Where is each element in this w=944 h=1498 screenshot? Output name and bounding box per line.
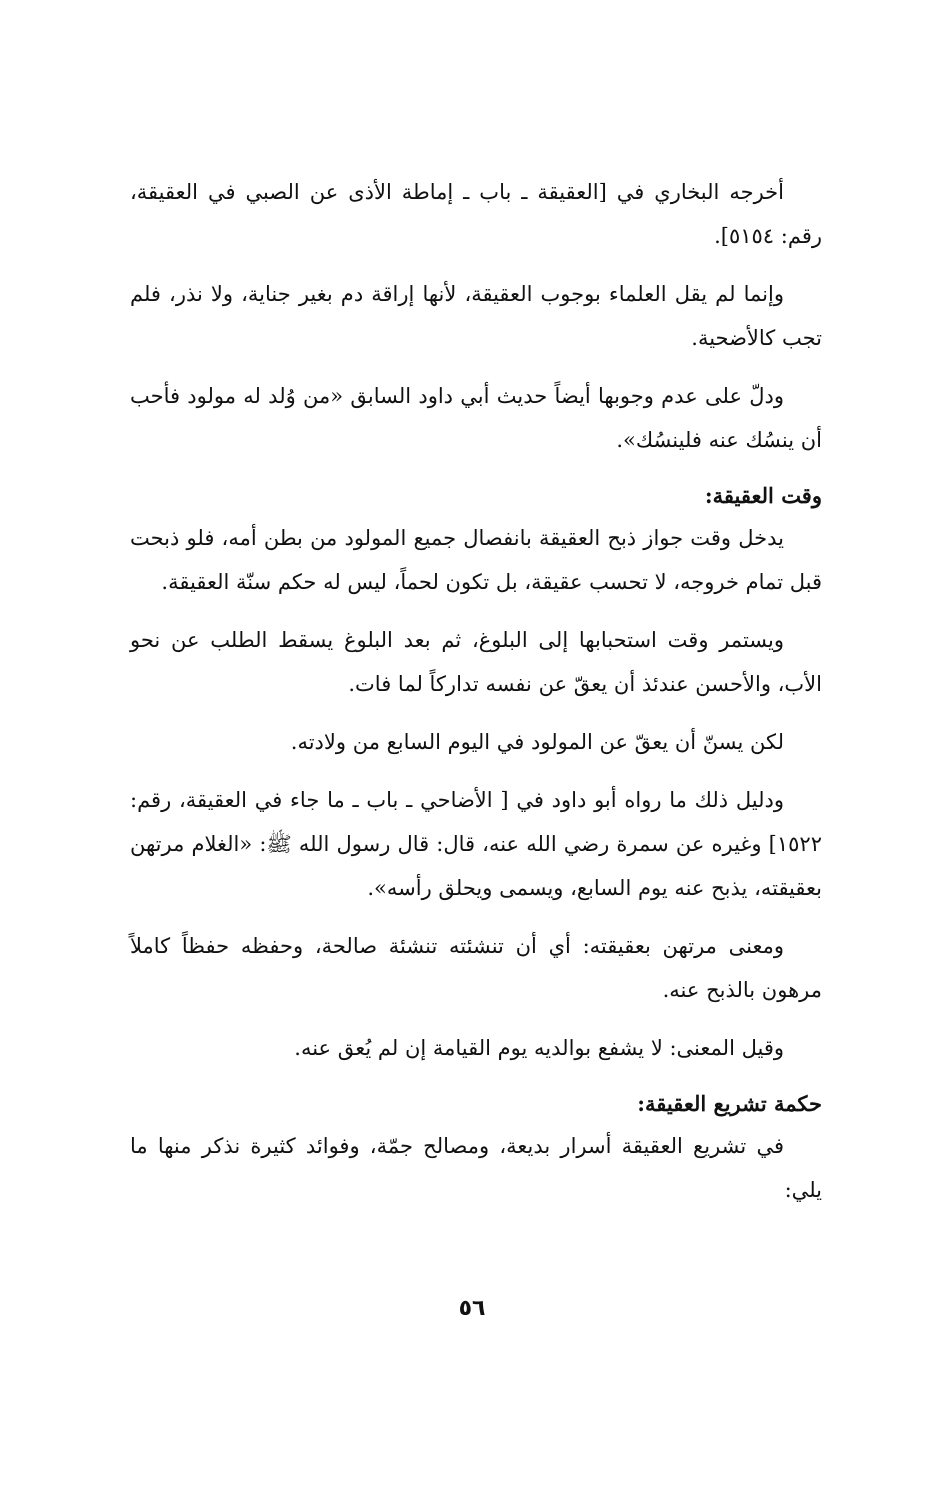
page-body <box>130 170 822 1226</box>
paragraph-alternate-meaning: وقيل المعنى: لا يشفع بوالديه يوم القيامة إن لم يُعق عنه. <box>294 1036 784 1060</box>
paragraph-meaning-murtahan: ومعنى مرتهن بعقيقته: أي أن تنشئته تنشئة صالحة، وحفظه حفظاً كاملاً مرهون بالذبح عنه. <box>130 934 822 1002</box>
paragraph-time-continues: ويستمر وقت استحبابها إلى البلوغ، ثم بعد البلوغ يسقط الطلب عن نحو الأب، والأحسن عندئذ أن يعقّ عن نفسه تداركاً لما فات. <box>130 628 822 696</box>
paragraph-seventh-day: لكن يسنّ أن يعقّ عن المولود في اليوم السابع من ولادته. <box>290 730 784 754</box>
paragraph-not-obligatory: وإنما لم يقل العلماء بوجوب العقيقة، لأنها إراقة دم بغير جناية، ولا نذر، فلم تجب كالأضحية. <box>130 282 822 350</box>
paragraph-samura-hadith: ودليل ذلك ما رواه أبو داود في [ الأضاحي ـ باب ـ ما جاء في العقيقة، رقم: ١٥٢٢] وغيره عن سمرة رضي الله عنه، قال: قال رسول الله ﷺ: «الغلام مرتهن بعقيقته، يذبح عنه يوم السابع، ويسمى ويحلق رأسه». <box>130 788 822 900</box>
paragraph-bukhari-reference: أخرجه البخاري في [العقيقة ـ باب ـ إماطة الأذى عن الصبي في العقيقة، رقم: ٥١٥٤]. <box>130 180 822 248</box>
heading-wisdom: حكمة تشريع العقيقة: <box>637 1091 822 1116</box>
page-number: ٥٦ <box>458 1296 486 1321</box>
paragraph-abu-dawud-evidence: ودلّ على عدم وجوبها أيضاً حديث أبي داود السابق «من وُلد له مولود فأحب أن ينسُك عنه فلينسُك». <box>130 384 822 452</box>
paragraph-time-start: يدخل وقت جواز ذبح العقيقة بانفصال جميع المولود من بطن أمه، فلو ذبحت قبل تمام خروجه، لا تحسب عقيقة، بل تكون لحماً، ليس له حكم سنّة العقيقة. <box>130 526 822 594</box>
heading-aqiqah-time: وقت العقيقة: <box>704 483 822 508</box>
paragraph-wisdom-intro: في تشريع العقيقة أسرار بديعة، ومصالح جمّة، وفوائد كثيرة نذكر منها ما يلي: <box>130 1134 822 1202</box>
